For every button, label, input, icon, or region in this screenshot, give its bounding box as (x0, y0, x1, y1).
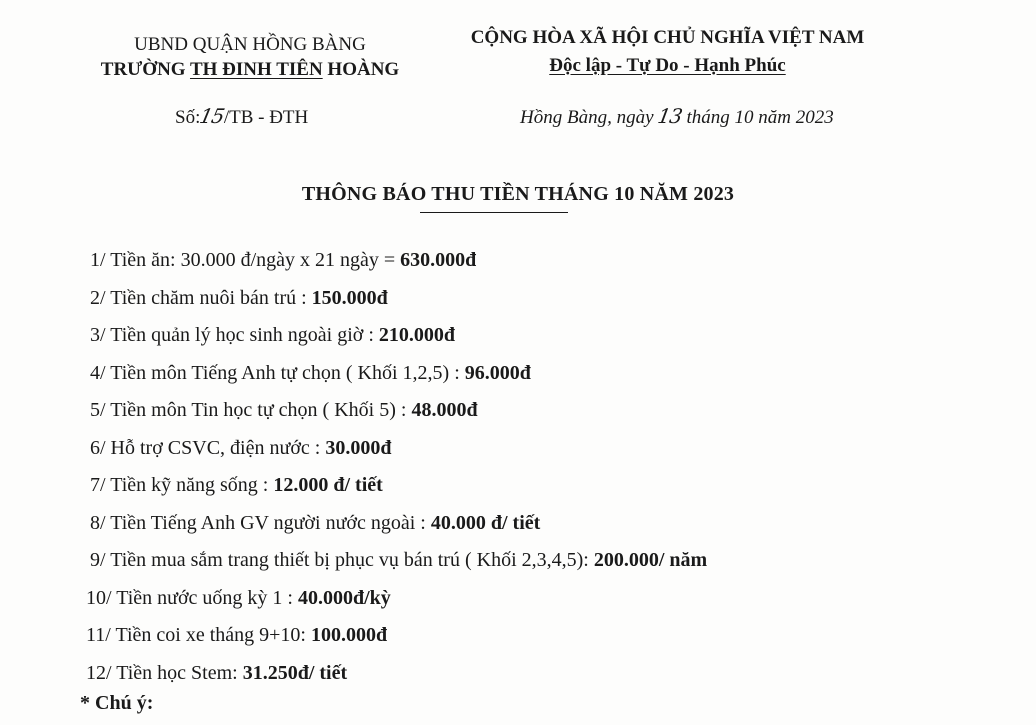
fee-item (90, 472, 707, 510)
issuing-authority (70, 32, 430, 82)
fee-item (90, 360, 707, 398)
fee-item-label: 6/ Hỗ trợ CSVC, điện nước : (90, 436, 326, 459)
fee-item-label: 10/ Tiền nước uống kỳ 1 : (86, 586, 298, 609)
fee-item-value: 100.000đ (310, 624, 388, 646)
fee-item (90, 510, 707, 548)
fee-item-label: 9/ Tiền mua sắm trang thiết bị phục vụ bán trú ( Khối 2,3,4,5): (90, 549, 594, 571)
school-name-suffix: HOÀNG (322, 59, 400, 80)
school-name (70, 57, 430, 82)
doc-number-prefix: Số: (175, 107, 201, 128)
fee-item-label: 2/ Tiền chăm nuôi bán trú : (90, 286, 312, 309)
fee-item (90, 547, 707, 585)
date-suffix: tháng 10 năm 2023 (681, 107, 834, 128)
fee-item-label: 11/ Tiền coi xe tháng 9+10: (86, 624, 311, 646)
note-heading: * Chú ý: (80, 692, 154, 714)
fee-item (90, 397, 707, 435)
fee-item-value: 31.250đ/ tiết (242, 661, 348, 684)
fee-item-value: 48.000đ (411, 399, 478, 421)
title-underline (420, 212, 568, 213)
document-number (175, 104, 308, 129)
fee-list (86, 247, 708, 697)
fee-item-label: 4/ Tiền môn Tiếng Anh tự chọn ( Khối 1,2,5) : (90, 361, 465, 384)
district-name: UBND QUẬN HỒNG BÀNG (134, 34, 366, 55)
fee-item-value: 96.000đ (464, 361, 531, 384)
date-prefix: Hồng Bàng, ngày (520, 107, 659, 128)
document-date (520, 104, 834, 129)
fee-item-label: 12/ Tiền học Stem: (86, 661, 243, 684)
doc-number-suffix: /TB - ĐTH (223, 107, 309, 128)
fee-item-label: 5/ Tiền môn Tin học tự chọn ( Khối 5) : (90, 399, 412, 421)
fee-item-value: 200.000/ năm (593, 549, 708, 571)
fee-item-value: 630.000đ (400, 249, 477, 271)
page-title: THÔNG BÁO THU TIỀN THÁNG 10 NĂM 2023 (301, 183, 735, 205)
fee-item (90, 247, 707, 285)
fee-item (86, 660, 707, 698)
fee-item (90, 435, 707, 473)
fee-item (86, 585, 707, 623)
fee-item-value: 12.000 đ/ tiết (273, 474, 383, 496)
school-name-prefix: TRƯỜNG (100, 59, 190, 80)
fee-item (90, 322, 707, 360)
fee-item-value: 40.000 đ/ tiết (430, 511, 541, 534)
national-heading (440, 24, 895, 80)
fee-item-value: 210.000đ (378, 324, 456, 346)
national-motto: Độc lập - Tự Do - Hạnh Phúc (549, 55, 786, 76)
fee-item-label: 7/ Tiền kỹ năng sống : (90, 474, 274, 496)
fee-item (90, 285, 707, 323)
fee-item-value: 30.000đ (325, 436, 392, 459)
fee-item-label: 8/ Tiền Tiếng Anh GV người nước ngoài : (90, 511, 431, 534)
fee-item-label: 3/ Tiền quản lý học sinh ngoài giờ : (90, 324, 379, 346)
doc-number-handwritten: 15 (197, 104, 227, 128)
fee-item-value: 150.000đ (311, 286, 388, 309)
fee-item (86, 622, 707, 660)
school-name-underlined: TH ĐINH TIÊN (189, 59, 323, 80)
fee-item-value: 40.000đ/kỳ (298, 586, 391, 609)
fee-item-label: 1/ Tiền ăn: 30.000 đ/ngày x 21 ngày = (90, 249, 401, 271)
country-name: CỘNG HÒA XÃ HỘI CHỦ NGHĨA VIỆT NAM (470, 27, 865, 48)
date-day-handwritten: 13 (656, 104, 684, 128)
